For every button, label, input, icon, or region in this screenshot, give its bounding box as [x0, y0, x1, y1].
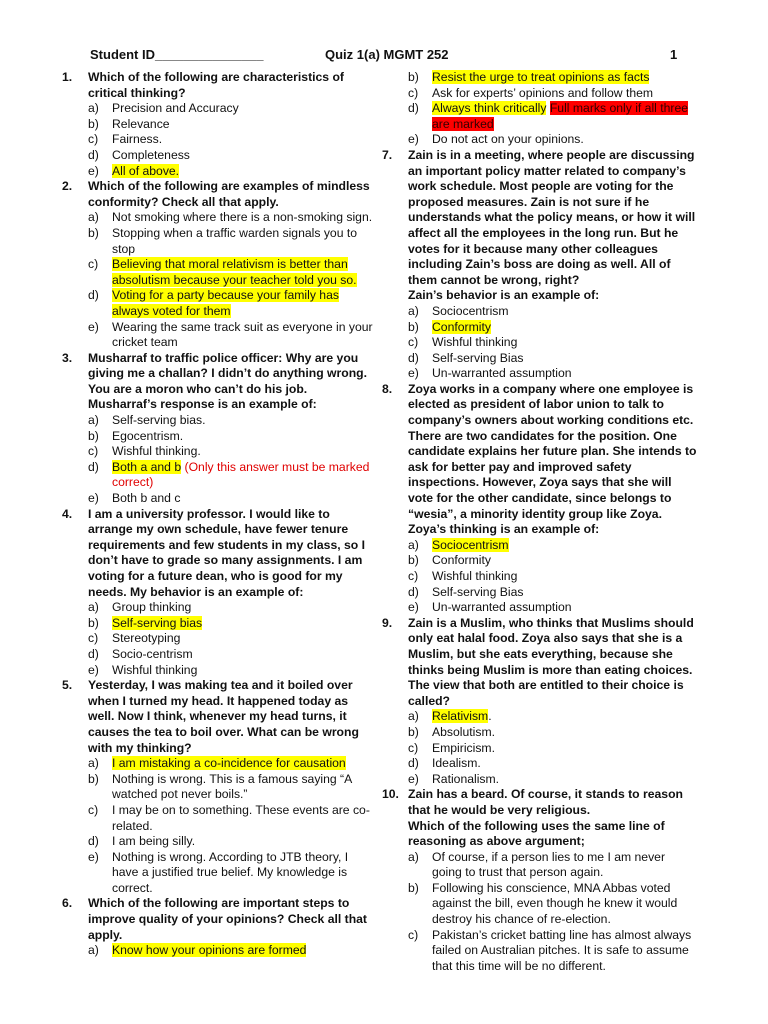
question-text: Zain has a beard. Of course, it stands to reason that he would be very religious. Which of the following uses the same line of reasoning as above argument;	[408, 787, 683, 849]
answer-option	[408, 132, 697, 148]
question	[62, 507, 377, 679]
option-text: Group thinking	[112, 600, 192, 615]
question-6-continued	[382, 70, 697, 148]
option-suffix: .	[488, 709, 492, 724]
option-body	[432, 585, 523, 599]
option-letter: e)	[88, 491, 99, 506]
question-number: 8.	[382, 381, 393, 396]
answer-option	[408, 850, 697, 881]
option-body	[112, 600, 191, 614]
option-text: I am being silly.	[112, 834, 196, 849]
option-text: Not smoking where there is a non-smoking sign.	[112, 210, 373, 225]
right-column	[382, 70, 697, 974]
answer-option	[88, 943, 377, 959]
option-letter: a)	[88, 413, 99, 428]
option-letter: d)	[88, 459, 99, 474]
question-number: 1.	[62, 70, 73, 84]
grading-note: Full marks only if all three are marked	[432, 101, 689, 131]
highlighted-answer: Always think critically	[432, 101, 547, 116]
option-letter: e)	[408, 600, 419, 615]
highlighted-answer: Self-serving bias	[112, 615, 203, 630]
option-text: Nothing is wrong. According to JTB theory, I have a justified true belief. My knowledge is correct.	[112, 849, 349, 895]
question-text: Which of the following are important steps to improve quality of your opinions? Check all that apply.	[88, 896, 367, 942]
answer-option	[408, 741, 697, 757]
highlighted-answer: Know how your opinions are formed	[112, 943, 307, 958]
option-letter: b)	[88, 615, 99, 630]
option-letter: b)	[408, 880, 419, 895]
option-letter: a)	[88, 756, 99, 771]
option-letter: b)	[408, 319, 419, 334]
option-letter: e)	[88, 662, 99, 677]
answer-option	[408, 709, 697, 725]
highlighted-answer: Relativism	[432, 709, 489, 724]
option-body	[112, 148, 190, 162]
answer-option	[88, 772, 377, 803]
answer-option	[88, 834, 377, 850]
option-body	[112, 616, 202, 630]
answer-option	[408, 335, 697, 351]
option-text: Wishful thinking	[432, 569, 518, 583]
option-text: Rationalism.	[432, 771, 500, 786]
answer-option	[88, 210, 377, 226]
answer-option	[408, 538, 697, 554]
option-body	[112, 803, 370, 833]
question-number: 5.	[62, 678, 73, 693]
answer-option	[408, 101, 697, 132]
option-letter: c)	[88, 132, 99, 147]
option-body	[432, 600, 572, 614]
option-text: Conformity	[432, 553, 491, 568]
answer-option	[88, 631, 377, 647]
question-number: 6.	[62, 896, 73, 911]
option-letter: e)	[408, 366, 419, 381]
option-letter: d)	[408, 350, 419, 365]
option-text: Ask for experts’ opinions and follow them	[432, 85, 654, 100]
option-body	[432, 772, 499, 786]
option-text: Wearing the same track suit as everyone in your cricket team	[112, 319, 373, 350]
option-body	[112, 647, 193, 661]
option-letter: d)	[88, 288, 99, 303]
option-body	[112, 631, 180, 645]
option-letter: d)	[88, 147, 99, 162]
option-body	[112, 164, 179, 178]
option-letter: b)	[88, 428, 99, 443]
option-body	[432, 538, 509, 552]
answer-option	[88, 148, 377, 164]
option-letter: a)	[88, 101, 99, 116]
option-text: Self-serving Bias	[432, 584, 524, 599]
option-body	[112, 210, 372, 224]
option-letter: d)	[88, 834, 99, 849]
answer-option	[88, 164, 377, 180]
answer-option	[88, 101, 377, 117]
option-text: Do not act on your opinions.	[432, 132, 584, 147]
answer-option	[408, 320, 697, 336]
highlighted-answer: Both a and b	[112, 459, 182, 474]
option-body	[112, 491, 180, 505]
answer-option	[88, 756, 377, 772]
answer-option	[88, 288, 377, 319]
left-column	[62, 70, 377, 959]
option-letter: a)	[88, 943, 99, 958]
answer-option	[408, 725, 697, 741]
answer-option	[408, 86, 697, 102]
answer-option	[408, 351, 697, 367]
question-number: 9.	[382, 615, 393, 630]
option-body	[432, 725, 495, 739]
option-body	[112, 101, 239, 115]
option-letter: b)	[88, 225, 99, 240]
option-letter: c)	[88, 631, 99, 646]
option-body	[432, 553, 491, 567]
option-letter: a)	[408, 709, 419, 724]
student-id-field: Student ID_______________	[90, 47, 264, 62]
answer-option	[408, 304, 697, 320]
question	[62, 70, 377, 179]
answer-option	[88, 663, 377, 679]
option-letter: c)	[88, 444, 99, 459]
option-letter: e)	[88, 319, 99, 334]
option-body	[112, 429, 183, 443]
answer-option	[408, 70, 697, 86]
option-body	[432, 928, 691, 973]
question-text: Musharraf to traffic police officer: Why are you giving me a challan? I didn’t do anything wrong. You are a moron who can’t do his job. Musharraf’s response is an example of:	[88, 350, 367, 412]
option-body	[432, 850, 665, 880]
question	[62, 351, 377, 507]
quiz-title: Quiz 1(a) MGMT 252	[325, 47, 449, 62]
option-body	[432, 335, 517, 349]
option-body	[112, 850, 348, 895]
option-text: Self-serving Bias	[432, 350, 524, 365]
highlighted-answer: Voting for a party because your family has always voted for them	[112, 288, 339, 318]
option-letter: c)	[408, 335, 419, 350]
option-body	[432, 351, 523, 365]
answer-option	[408, 569, 697, 585]
question	[382, 148, 697, 382]
option-text: Empiricism.	[432, 740, 495, 755]
answer-option	[88, 850, 377, 897]
answer-option	[408, 881, 697, 928]
option-body	[112, 756, 346, 770]
option-body	[112, 226, 357, 256]
option-letter: a)	[408, 849, 419, 864]
answer-option	[88, 117, 377, 133]
question-text: Which of the following are examples of mindless conformity? Check all that apply.	[88, 179, 370, 209]
question-number: 7.	[382, 147, 393, 162]
option-body	[432, 86, 653, 100]
answer-option	[88, 226, 377, 257]
page-number: 1	[670, 47, 678, 62]
highlighted-answer: I am mistaking a co-incidence for causation	[112, 756, 346, 771]
answer-option	[408, 928, 697, 975]
option-letter: e)	[88, 163, 99, 178]
option-letter: c)	[408, 569, 419, 583]
option-text: Un-warranted assumption	[432, 366, 572, 381]
option-text: Following his conscience, MNA Abbas voted against the bill, even though he knew it would destroy his chance of re-election.	[432, 880, 678, 927]
option-text: Of course, if a person lies to me I am never going to trust that person again.	[432, 849, 666, 880]
answer-option	[88, 132, 377, 148]
answer-option	[408, 366, 697, 382]
option-letter: e)	[408, 771, 419, 786]
option-text: Completeness	[112, 147, 190, 162]
option-text: Absolutism.	[432, 724, 495, 739]
answer-option	[88, 320, 377, 351]
option-body	[112, 834, 195, 848]
option-body	[112, 460, 369, 490]
question	[382, 616, 697, 788]
option-letter: c)	[88, 802, 99, 817]
option-text: Self-serving bias.	[112, 413, 206, 428]
option-text: Wishful thinking	[112, 662, 198, 677]
question	[382, 382, 697, 616]
highlighted-answer: Conformity	[432, 319, 491, 334]
option-letter: d)	[88, 646, 99, 661]
answer-option	[88, 429, 377, 445]
question-text: Zain is a Muslim, who thinks that Muslims should only eat halal food. Zoya also says that she is a Muslim, but she eats everything, because she thinks being Muslim is more than eating choices. The view that both are entitled to their choice is called?	[408, 615, 694, 708]
option-letter: c)	[408, 85, 419, 100]
option-body	[432, 569, 517, 583]
question	[62, 678, 377, 896]
option-text: Egocentrism.	[112, 428, 184, 443]
option-body	[432, 101, 688, 131]
option-text: Idealism.	[432, 756, 481, 771]
question-text: Zoya works in a company where one employee is elected as president of labor union to talk to company’s owners about working conditions etc. There are two candidates for the position. One candidate explains her future plan. She intends to ask for better pay and improved safety inspections. However, Zoya says that she will vote for the other candidate, since belongs to “wesia”, a minority identity group like Zoya. Zoya’s thinking is an example of:	[408, 381, 697, 537]
answer-option	[408, 585, 697, 601]
answer-option	[88, 413, 377, 429]
option-text: Sociocentrism	[432, 303, 509, 318]
question-text: Yesterday, I was making tea and it boiled over when I turned my head. It happened today as well. Now I think, whenever my head turns, it causes the tea to boil over. What can be wrong with my thinking?	[88, 678, 359, 755]
option-text: I may be on to something. These events are co-related.	[112, 802, 370, 833]
answer-option	[88, 616, 377, 632]
option-letter: a)	[88, 600, 99, 615]
question	[62, 896, 377, 958]
option-letter: a)	[88, 210, 99, 225]
question	[382, 787, 697, 974]
answer-option	[88, 444, 377, 460]
option-body	[112, 257, 357, 287]
option-body	[112, 320, 373, 350]
option-letter: d)	[408, 584, 419, 599]
option-body	[432, 366, 572, 380]
option-body	[112, 444, 201, 458]
highlighted-answer: Resist the urge to treat opinions as facts	[432, 70, 650, 84]
highlighted-answer: Sociocentrism	[432, 537, 509, 552]
option-text: Wishful thinking.	[112, 444, 201, 459]
option-body	[432, 756, 481, 770]
option-letter: b)	[408, 553, 419, 568]
question-text: I am a university professor. I would like to arrange my own schedule, have fewer tenure requirements and few students in my class, so I don’t have to grade so many assignments. I am voting for a future dean, who is good for my needs. My behavior is an example of:	[88, 506, 366, 599]
answer-option	[88, 491, 377, 507]
option-letter: c)	[408, 740, 419, 755]
option-text: Nothing is wrong. This is a famous saying “A watched pot never boils.”	[112, 771, 352, 802]
option-letter: a)	[408, 537, 419, 552]
option-body	[432, 70, 649, 84]
option-text: Relevance	[112, 116, 170, 131]
option-text: Un-warranted assumption	[432, 600, 572, 615]
question-text: Which of the following are characteristics of critical thinking?	[88, 70, 344, 100]
highlighted-answer: All of above.	[112, 163, 180, 178]
option-body	[112, 413, 205, 427]
option-letter: b)	[88, 116, 99, 131]
option-body	[432, 320, 491, 334]
option-letter: e)	[88, 849, 99, 864]
option-text: Stopping when a traffic warden signals you to stop	[112, 225, 358, 256]
option-body	[112, 117, 170, 131]
option-letter: e)	[408, 132, 419, 147]
option-letter: b)	[408, 724, 419, 739]
question-number: 4.	[62, 506, 73, 521]
answer-option	[408, 553, 697, 569]
option-body	[432, 741, 495, 755]
answer-option	[408, 600, 697, 616]
answer-option	[88, 803, 377, 834]
option-body	[432, 881, 677, 926]
option-body	[112, 132, 162, 146]
option-body	[432, 132, 584, 146]
option-text: Socio-centrism	[112, 646, 193, 661]
option-text: Both b and c	[112, 491, 181, 506]
option-letter: a)	[408, 303, 419, 318]
option-text: Wishful thinking	[432, 335, 518, 350]
option-letter: c)	[88, 257, 99, 272]
page-header	[0, 47, 768, 67]
option-letter: d)	[408, 101, 419, 116]
option-body	[432, 709, 492, 723]
answer-option	[408, 756, 697, 772]
option-text: Stereotyping	[112, 631, 181, 646]
highlighted-answer: Believing that moral relativism is better than absolutism because your teacher told you so.	[112, 257, 357, 287]
question	[62, 179, 377, 351]
question-number: 3.	[62, 350, 73, 365]
option-body	[112, 288, 339, 318]
answer-option	[408, 772, 697, 788]
option-letter: b)	[408, 70, 419, 84]
option-letter: b)	[88, 771, 99, 786]
option-body	[112, 663, 197, 677]
option-text: Pakistan’s cricket batting line has almost always failed on Australian pitches. It is safe to assume that this time will be no different.	[432, 927, 692, 973]
option-body	[112, 772, 352, 802]
option-letter: d)	[408, 756, 419, 771]
option-body	[432, 304, 509, 318]
question-number: 10.	[382, 787, 399, 802]
grading-note: (Only this answer must be marked correct)	[112, 459, 370, 490]
answer-option	[88, 647, 377, 663]
option-body	[112, 943, 306, 957]
option-text: Fairness.	[112, 132, 163, 147]
answer-option	[88, 600, 377, 616]
answer-option	[88, 257, 377, 288]
question-number: 2.	[62, 179, 73, 194]
question-text: Zain is in a meeting, where people are discussing an important policy matter related to company’s work schedule. Most people are voting for the proposed measures. Zain is not sure if he understands what the policy means, or how it will affect all the employees in the long run. But he votes for it because many other colleagues including Zain’s boss are doing as well. All of them cannot be wrong, right? Zain’s behavior is an example of:	[408, 147, 696, 303]
answer-option	[88, 460, 377, 491]
option-text: Precision and Accuracy	[112, 101, 239, 116]
option-letter: c)	[408, 927, 419, 942]
